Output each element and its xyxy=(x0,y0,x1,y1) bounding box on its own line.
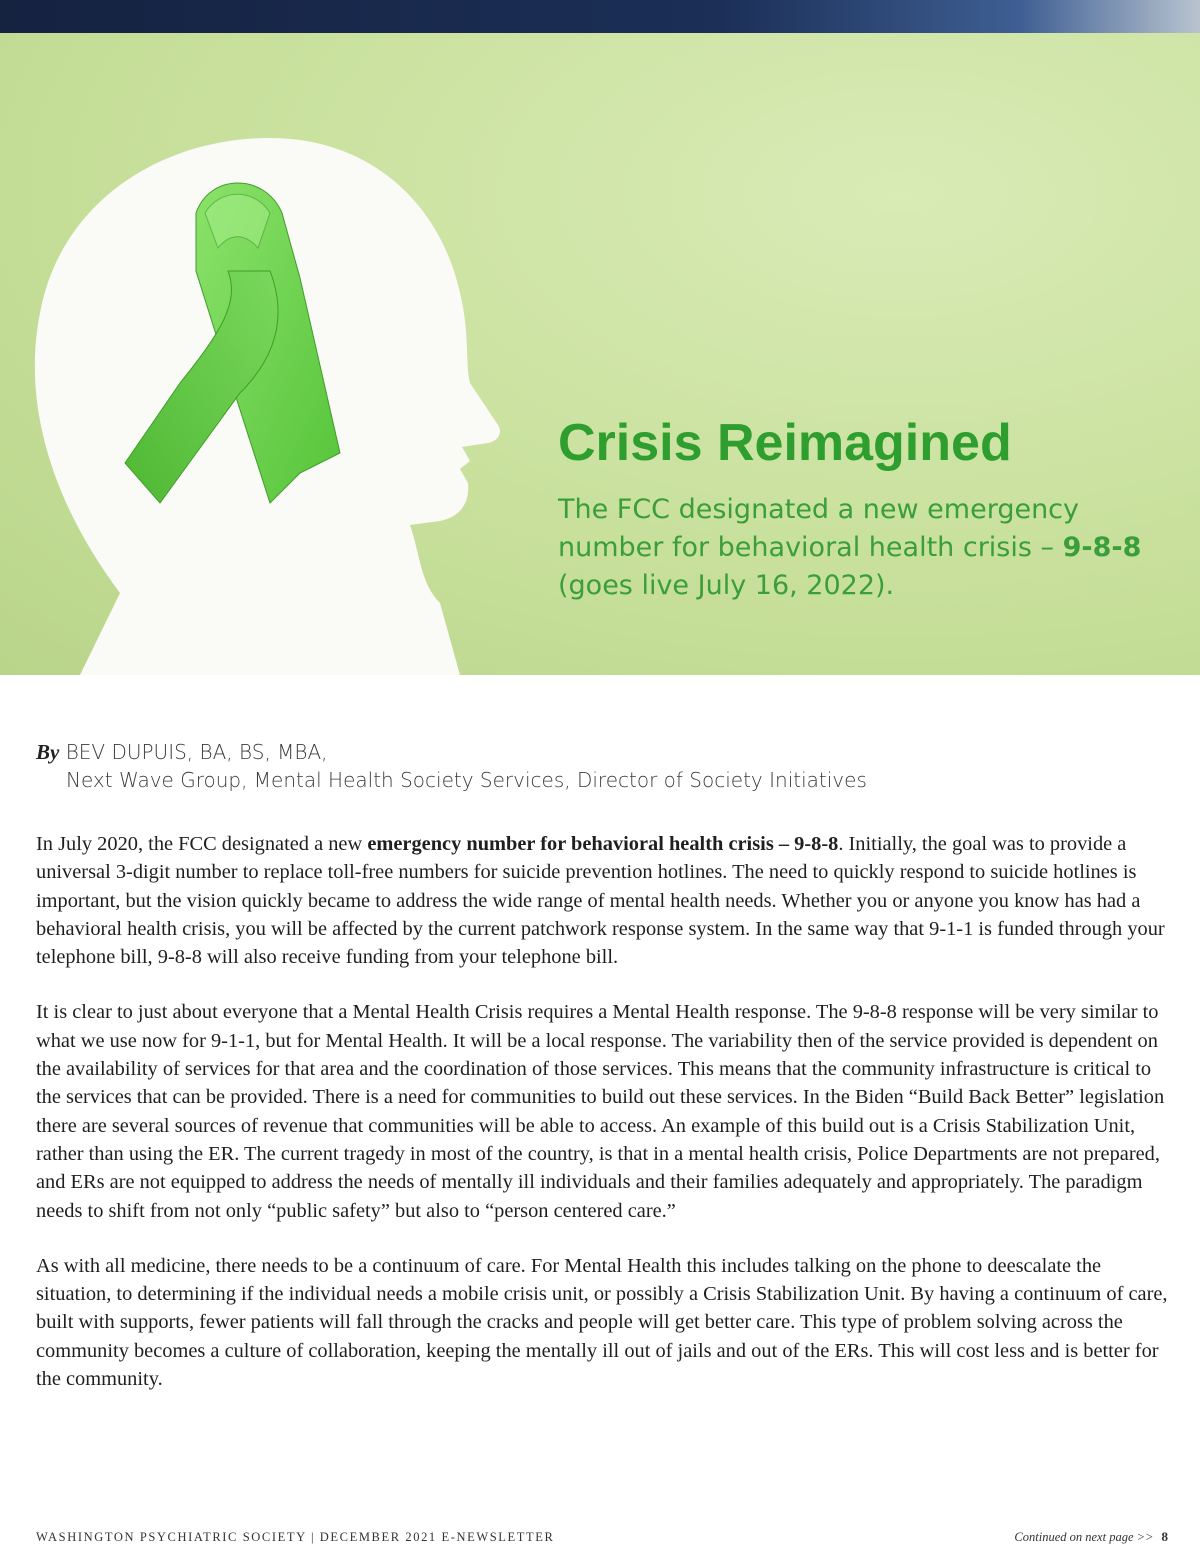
subtitle-text: The FCC designated a new emergency number for behavioral health crisis – xyxy=(558,494,1080,563)
footer-continued xyxy=(1014,1529,1168,1545)
byline xyxy=(36,738,1166,794)
subtitle-emphasis: 9-8-8 xyxy=(1062,532,1142,563)
paragraph-text: In July 2020, the FCC designated a new xyxy=(36,833,368,855)
paragraph-emphasis: emergency number for behavioral health crisis – 9-8-8 xyxy=(367,833,839,855)
paragraph xyxy=(36,830,1168,971)
byline-author: BEV DUPUIS, BA, BS, MBA, xyxy=(65,740,328,764)
paragraph: It is clear to just about everyone that a Mental Health Crisis requires a Mental Health response. The 9-8-8 response will be very similar to what we use now for 9-1-1, but for Mental Health. It will be a local response. The variability then of the service provided is dependent on the availability of services for that area and the coordination of those services. This means that the community infrastructure is critical to the services that can be provided. There is a need for communities to build out these services. In the Biden “Build Back Better” legislation there are several sources of revenue that communities will be able to access. An example of this build out is a Crisis Stabilization Unit, rather than using the ER. The current tragedy in most of the country, is that in a mental health crisis, Police Departments are not prepared, and ERs are not equipped to address the needs of mentally ill individuals and their families adequately and appropriately. The paradigm needs to shift from not only “public safety” but also to “person centered care.” xyxy=(36,1001,1165,1222)
article-title: Crisis Reimagined xyxy=(558,414,1012,472)
byline-by: By xyxy=(36,740,60,764)
article-subtitle xyxy=(558,491,1188,605)
byline-affiliation: Next Wave Group, Mental Health Society Services, Director of Society Initiatives xyxy=(66,768,867,792)
paragraph-text: . Initially, the goal was to provide a universal 3-digit number to replace toll-free numbers for suicide prevention hotlines. The need to quickly respond to suicide hotlines is important, but the vision quickly became to address the wide range of mental health needs. Whether you or anyone you know has had a behavioral health crisis, you will be affected by the current patchwork response system. In the same way that 9-1-1 is funded through your telephone bill, 9-8-8 will also receive funding from your telephone bill. xyxy=(36,833,1165,969)
article-body xyxy=(36,830,1168,1420)
top-banner-bar xyxy=(0,0,1200,33)
hero-banner xyxy=(0,33,1200,675)
subtitle-text-end: (goes live July 16, 2022). xyxy=(558,570,895,601)
paragraph: As with all medicine, there needs to be a continuum of care. For Mental Health this includes talking on the phone to deescalate the situation, to determining if the individual needs a mobile crisis unit, or possibly a Crisis Stabilization Unit. By having a continuum of care, built with supports, fewer patients will fall through the cracks and people will get better care. This type of problem solving across the community becomes a culture of collaboration, keeping the mentally ill out of jails and out of the ERs. This will cost less and is better for the community. xyxy=(36,1254,1168,1391)
footer-publication: WASHINGTON PSYCHIATRIC SOCIETY | DECEMBER 2021 E-NEWSLETTER xyxy=(36,1530,555,1544)
continued-link[interactable]: Continued on next page >> xyxy=(1014,1530,1154,1544)
page-number: 8 xyxy=(1161,1529,1168,1544)
